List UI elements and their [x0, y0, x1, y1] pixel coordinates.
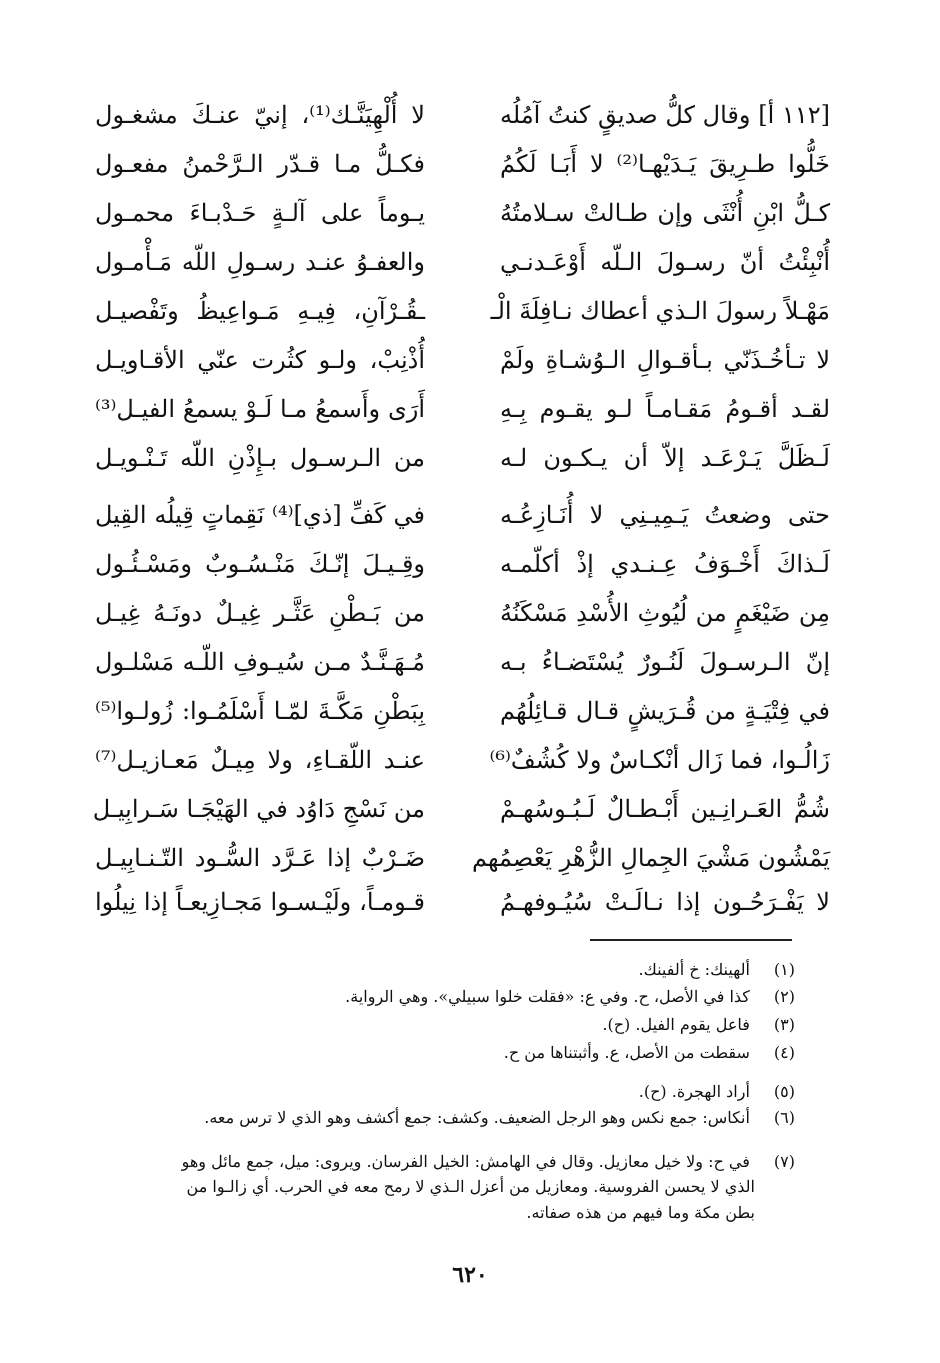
footnote-item	[100, 958, 795, 982]
verse-second-hemistich: من الـرسـول بـإِذْنِ اللّه تَـنْـويـل	[95, 444, 425, 472]
verse-second-hemistich: فكـلُّ مـا قـدّر الـرَّحْمنُ مفعـول	[95, 150, 425, 178]
page-number: ٦٢٠	[452, 1262, 488, 1288]
footnote-number: (٢)	[773, 987, 795, 1006]
verse-second-hemistich: والعفـوُ عنـد رسـولِ اللّه مَـأْمـول	[95, 248, 425, 276]
verse-second-hemistich: وقِـيـلَ إنّـكَ مَنْـسُـوبٌ ومَسْـئُـول	[95, 550, 425, 578]
footnote-number: (٣)	[773, 1015, 795, 1034]
footnote-text: فاعل يقوم الفيل. (ح).	[602, 1015, 750, 1034]
verse-first-hemistich: كـلُّ ابْنِ أُنْثَى وإن طـالتْ سـلامتُهُ	[500, 199, 830, 227]
footnote-separator	[590, 939, 792, 941]
footnote-number: (٤)	[773, 1043, 795, 1062]
verse-first-hemistich: لا يَفْـرَحُـون إذا نـالَـتْ سُيُـوفهـمُ	[500, 888, 830, 916]
footnote-item	[100, 1150, 795, 1174]
verse-second-hemistich: أَرَى وأَسمعُ مـا لَـوْ يسمعُ الفيـل⁽³⁾	[95, 395, 425, 423]
footnote-text: ألهينك: خ ألفينك.	[638, 960, 750, 979]
verse-second-hemistich: عنـد اللّقـاءِ، ولا مِيـلٌ مَعـازيـل⁽⁷⁾	[95, 746, 425, 774]
verse-second-hemistich: لا أُلْهِيَنَّـك⁽¹⁾، إنيّ عنـكَ مشغـول	[95, 101, 425, 129]
verse-first-hemistich: لقـد أقـومُ مَقـامـاً لـو يقـوم بِـهِ	[500, 395, 830, 423]
verse-first-hemistich: مَهْـلاً رسولَ الـذي أعطاك نـافِلَةَ الْـ	[490, 297, 830, 325]
footnote-continuation-line: الذي لا يحسن الفروسية. ومعازيل من أعزل الـذي لا رمح معه في الحرب. أي زالـوا من	[186, 1177, 755, 1196]
footnote-number: (١)	[773, 960, 795, 979]
verse-second-hemistich: من نَسْجِ دَاوُد في الهَيْجَـا سَـرابِيـل	[92, 795, 425, 823]
footnote-item	[100, 1080, 795, 1104]
verse-first-hemistich: شُمُّ العَـرانِـين أَبْـطـالٌ لَـبُـوسُهـمْ	[500, 795, 830, 823]
verse-first-hemistich: خَلُّوا طـرِيقَ يَـدَيْهـا⁽²⁾ لا أَبَـا لَكُمُ	[500, 150, 830, 178]
footnote-number: (٦)	[773, 1108, 795, 1127]
verse-second-hemistich: من بَـطْنِ عَثَّـر غِيـلٌ دونَـهُ غِيـل	[95, 599, 425, 627]
verse-first-hemistich: يَمْشُون مَشْيَ الجِمالِ الزُّهْرِ يَعْصِمُهم	[472, 844, 830, 872]
verse-second-hemistich: بِبَطْنِ مَكَّـةَ لمّـا أَسْلَمُـوا: زُولـوا⁽⁵⁾	[95, 697, 425, 725]
footnote-text: سقطت من الأصل، ع. وأثبتناها من ح.	[503, 1043, 750, 1062]
verse-first-hemistich: لَـذاكَ أَخْـوَفُ عِـنـدي إذْ أكلّمـه	[500, 550, 830, 578]
verse-first-hemistich: أُنْبِئْتُ أنّ رسـولَ الـلّه أَوْعَـدنـي	[500, 248, 830, 276]
footnote-text: أنكاس: جمع نكس وهو الرجل الضعيف. وكشف: جمع أكشف وهو الذي لا ترس معه.	[204, 1108, 750, 1127]
verse-first-hemistich: زَالُـوا، فما زَال أنْكـاسٌ ولا كُشُفٌ⁽⁶⁾	[489, 746, 830, 774]
verse-second-hemistich: في كَفِّ [ذي]⁽⁴⁾ نَقِماتٍ قِيلُه القِيل	[95, 501, 425, 529]
footnote-item	[100, 1013, 795, 1037]
verse-first-hemistich: إنّ الـرسـولَ لَنُـورٌ يُسْتَضـاءُ بـه	[500, 648, 830, 676]
footnote-continuation-line: بطن مكة وما فيهم من هذه صفاته.	[526, 1203, 755, 1222]
verse-first-hemistich: مِن ضَيْغَمٍ من لُيُوثِ الأُسْدِ مَسْكَنُهُ	[500, 599, 830, 627]
footnote-number: (٧)	[773, 1152, 795, 1171]
verse-second-hemistich: مُـهَـنَّـدٌ مـن سُيـوفِ اللّـه مَسْلـول	[95, 648, 425, 676]
verse-first-hemistich: [١١٢ أ] وقال كلُّ صديقٍ كنتُ آمُلُه	[500, 101, 830, 129]
verse-first-hemistich: لَـظَلَّ يَـرْعَـد إلاّ أن يـكـون لـه	[500, 444, 830, 472]
footnote-text: أراد الهجرة. (ح).	[638, 1082, 750, 1101]
footnote-number: (٥)	[773, 1082, 795, 1101]
poem-body	[90, 95, 830, 925]
verse-first-hemistich: حتى وضعتُ يَـمِيـنِي لا أُنَـازِعُـه	[500, 501, 830, 529]
verse-first-hemistich: في فِتْيَـةٍ من قُـرَيشٍ قـال قـائِلُهُم	[500, 697, 830, 725]
verse-second-hemistich: قـومـاً، ولَيْـسـوا مَجـازِيعـاً إذا نِيلُوا	[95, 888, 425, 916]
verse-second-hemistich: ـقُـرْآنِ، فِيـهِ مَـواعِيظُ وتَفْصيـل	[95, 297, 425, 325]
footnote-item	[100, 1106, 795, 1130]
verse-second-hemistich: ضَـرْبٌ إذا عَـرَّد السُّـود التّـنـابِيـل	[95, 844, 425, 872]
footnote-item	[100, 1041, 795, 1065]
verse-second-hemistich: أُذْنِبْ، ولـو كثُرت عنّي الأقـاويـل	[95, 346, 425, 374]
footnote-text: كذا في الأصل، ح. وفي ع: «فقلت خلوا سبيلي». وهي الرواية.	[345, 987, 750, 1006]
verse-second-hemistich: يـوماً على آلـةٍ حَـدْبـاءَ محمـول	[95, 199, 425, 227]
footnote-text: في ح: ولا خيل معازيل. وقال في الهامش: الخيل الفرسان. ويروى: ميل، جمع مائل وهو	[181, 1152, 750, 1171]
footnote-item	[100, 985, 795, 1009]
verse-first-hemistich: لا تـأخُـذَنّي بـأقـوالِ الـوُشـاةِ ولَمْ	[500, 346, 830, 374]
